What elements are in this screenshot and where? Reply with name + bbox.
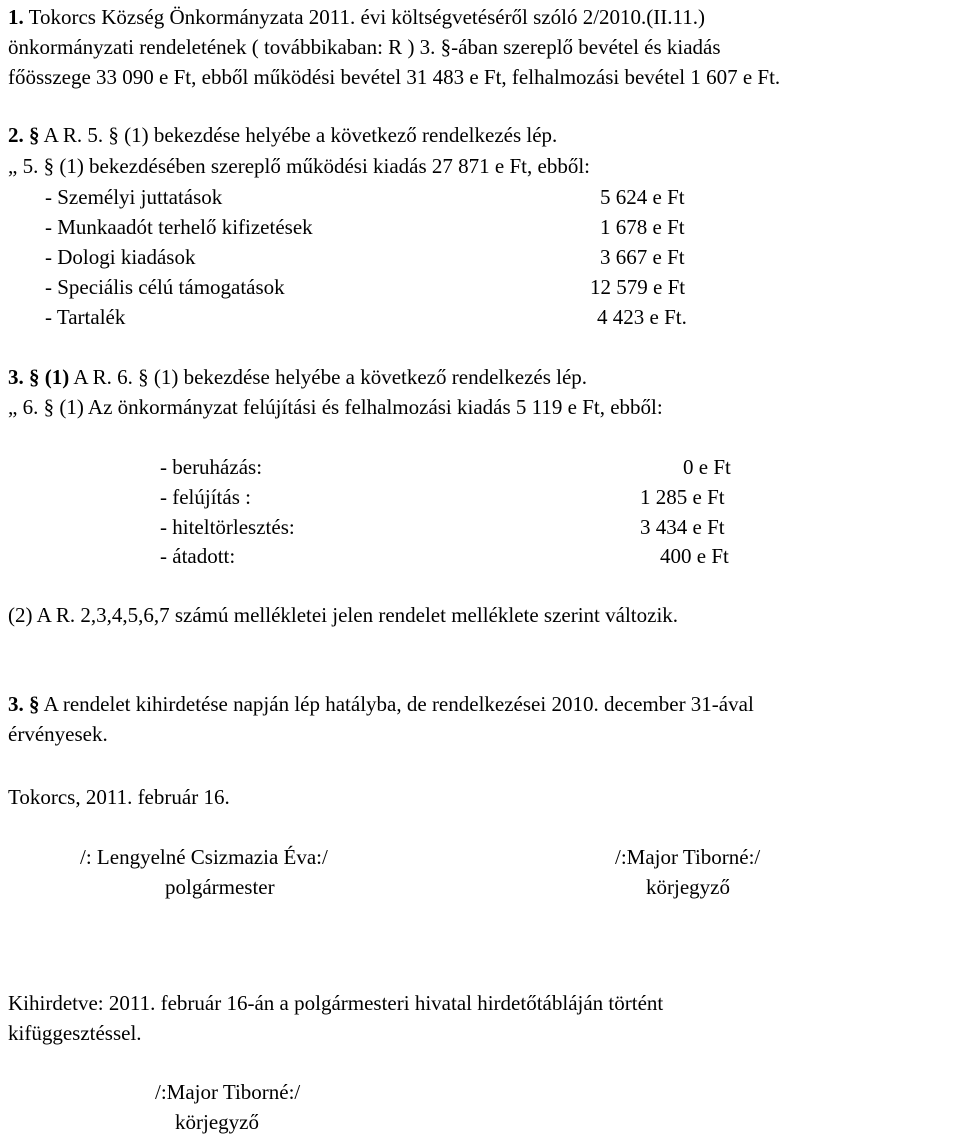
section-3-paragraph-2: (2) A R. 2,3,4,5,6,7 számú mellékletei jelen rendelet melléklete szerint változik.	[8, 603, 679, 627]
investment-item-label: - beruházás:	[160, 455, 263, 479]
place-and-date: Tokorcs, 2011. február 16.	[8, 785, 230, 809]
expense-item-label: - Személyi juttatások	[45, 185, 223, 209]
announcement-line-1: Kihirdetve: 2011. február 16-án a polgármesteri hivatal hirdetőtábláján történt	[8, 991, 664, 1015]
section-3-heading-text: A R. 6. § (1) bekezdése helyébe a következő rendelkezés lép.	[69, 365, 588, 389]
expense-item-value: 1 678 e Ft	[600, 215, 685, 239]
expense-item-label: - Dologi kiadások	[45, 245, 196, 269]
investment-item-label: - hiteltörlesztés:	[160, 515, 295, 539]
effective-date-line-1	[8, 689, 754, 719]
mayor-signature-name: /: Lengyelné Csizmazia Éva:/	[80, 845, 328, 869]
section-2-heading	[8, 120, 557, 150]
expense-item-value: 12 579 e Ft	[590, 275, 686, 299]
section-1-number: 1.	[8, 5, 24, 29]
investment-item-label: - átadott:	[160, 544, 236, 568]
expense-item-value: 4 423 e Ft.	[597, 305, 687, 329]
effective-date-line-2: érvényesek.	[8, 722, 108, 746]
notary-title: körjegyző	[646, 875, 730, 899]
expense-item-value: 5 624 e Ft	[600, 185, 685, 209]
effective-date-text: A rendelet kihirdetése napján lép hatályba, de rendelkezései 2010. december 31-ával	[39, 692, 754, 716]
section-2-heading-text: A R. 5. § (1) bekezdése helyébe a következő rendelkezés lép.	[39, 123, 558, 147]
section-2-intro: „ 5. § (1) bekezdésében szereplő működési kiadás 27 871 e Ft, ebből:	[8, 154, 591, 178]
final-signature-name: /:Major Tiborné:/	[155, 1080, 301, 1104]
section-3-heading	[8, 362, 587, 392]
investment-item-value: 1 285 e Ft	[640, 485, 725, 509]
section-3-number: 3. § (1)	[8, 365, 70, 389]
expense-item-label: - Munkaadót terhelő kifizetések	[45, 215, 313, 239]
section-1-line-3: főösszege 33 090 e Ft, ebből működési bevétel 31 483 e Ft, felhalmozási bevétel 1 607 e Ft.	[8, 65, 781, 89]
investment-item-value: 3 434 e Ft	[640, 515, 725, 539]
investment-item-label: - felújítás :	[160, 485, 251, 509]
investment-item-value: 0 e Ft	[683, 455, 731, 479]
expense-item-label: - Speciális célú támogatások	[45, 275, 285, 299]
section-3-intro: „ 6. § (1) Az önkormányzat felújítási és felhalmozási kiadás 5 119 e Ft, ebből:	[8, 395, 663, 419]
effective-section-number: 3. §	[8, 692, 40, 716]
expense-item-label: - Tartalék	[45, 305, 126, 329]
section-2-number: 2. §	[8, 123, 40, 147]
final-signature-title: körjegyző	[175, 1110, 259, 1134]
section-1-line-2: önkormányzati rendeletének ( továbbikaban: R ) 3. §-ában szereplő bevétel és kiadás	[8, 35, 721, 59]
announcement-line-2: kifüggesztéssel.	[8, 1021, 142, 1045]
notary-signature-name: /:Major Tiborné:/	[615, 845, 761, 869]
expense-item-value: 3 667 e Ft	[600, 245, 685, 269]
investment-item-value: 400 e Ft	[660, 544, 729, 568]
section-1-text: Tokorcs Község Önkormányzata 2011. évi költségvetéséről szóló 2/2010.(II.11.)	[23, 5, 705, 29]
section-1-line-1	[8, 2, 705, 32]
mayor-title: polgármester	[165, 875, 275, 899]
